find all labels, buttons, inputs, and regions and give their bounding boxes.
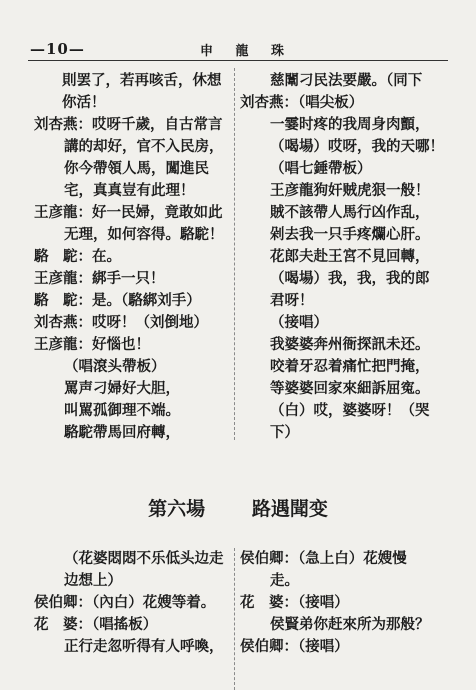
column-divider	[234, 68, 235, 440]
text-line: 我婆婆奔州衙探訊未还。	[270, 336, 430, 353]
text-line: 一霎时疼的我周身肉顫，	[270, 116, 430, 133]
text-line: 刘杏燕：哎呀！（刘倒地）	[34, 314, 208, 331]
text-line: 无理，如何容得。駱駝！	[64, 226, 224, 243]
text-line: 你活！	[62, 94, 106, 111]
text-line: 剁去我一只手疼爛心肝。	[270, 226, 430, 243]
text-line: （喝場）哎呀，我的天哪！	[270, 138, 444, 155]
scene-name: 路遇聞变	[251, 498, 328, 520]
lower-left-column	[34, 548, 234, 658]
text-line: 王彦龍狗奸贼虎狠一般！	[270, 182, 430, 199]
text-line: 則罢了，若再咳舌，休想	[62, 72, 222, 89]
text-line: 駱 駝：是。（駱綁刘手）	[34, 292, 201, 309]
text-line: （喝場）我，我，我的郎	[270, 270, 430, 287]
text-line: 侯伯卿：（內白）花嫂等着。	[34, 594, 216, 611]
text-line: 刘杏燕：（唱尖板）	[240, 94, 364, 111]
text-line: 講的却好，官不入民房，	[64, 138, 224, 155]
text-line: 罵声刁婦好大胆，	[64, 380, 180, 397]
page-number: —10—	[30, 40, 85, 58]
text-line: 賊不該帶人馬行凶作乱，	[270, 204, 430, 221]
lower-right-column	[240, 548, 440, 658]
text-line: 花郎夫赴王宮不見回轉，	[270, 248, 430, 265]
text-line: 花 婆：（接唱）	[240, 594, 349, 611]
text-line: 边想上）	[64, 572, 122, 589]
text-line: 侯伯卿：（急上白）花嫂慢	[240, 550, 407, 567]
text-line: 花 婆：（唱搖板）	[34, 616, 158, 633]
text-line: 駱 駝：在。	[34, 248, 121, 265]
text-line: 走。	[270, 572, 299, 589]
text-line: 王彦龍：綁手一只！	[34, 270, 165, 287]
text-line: 慈闈刁民法要嚴。（同下	[270, 72, 423, 89]
text-line: （白）哎，婆婆呀！（哭	[270, 402, 430, 419]
running-title: 申 龍 珠	[200, 44, 294, 59]
upper-right-column	[240, 70, 444, 444]
text-line: 叫駡孤御理不端。	[64, 402, 180, 419]
text-line: 宅，真真豈有此理！	[64, 182, 195, 199]
text-line: 王彦龍：好惱也！	[34, 336, 150, 353]
text-line: （花婆悶悶不乐低头边走	[64, 550, 224, 567]
text-line: （接唱）	[270, 314, 328, 331]
scene-number: 第六場	[148, 498, 206, 520]
column-divider	[234, 548, 235, 690]
text-line: 王彦龍：好一民婦，竟敢如此	[34, 204, 223, 221]
text-line: 侯賢弟你赶來所为那般？	[270, 616, 430, 633]
text-line: 侯伯卿：（接唱）	[240, 638, 349, 655]
text-line: （唱滾头帶板）	[64, 358, 166, 375]
text-line: （唱七錘帶板）	[270, 160, 372, 177]
text-line: 君呀！	[270, 292, 314, 309]
text-line: 正行走忽听得有人呼喚，	[64, 638, 224, 655]
text-line: 等婆婆回家來細訴屈寃。	[270, 380, 430, 397]
text-line: 咬着牙忍着痛忙把門掩，	[270, 358, 430, 375]
upper-left-column	[34, 70, 234, 444]
text-line: 下）	[270, 424, 299, 441]
text-line: 駱駝帶馬回府轉，	[64, 424, 180, 441]
text-line: 你今帶領人馬，闖進民	[64, 160, 209, 177]
text-line: 刘杏燕：哎呀千歲，自古常言	[34, 116, 223, 133]
scene-heading	[0, 494, 476, 521]
header-rule	[28, 60, 448, 61]
